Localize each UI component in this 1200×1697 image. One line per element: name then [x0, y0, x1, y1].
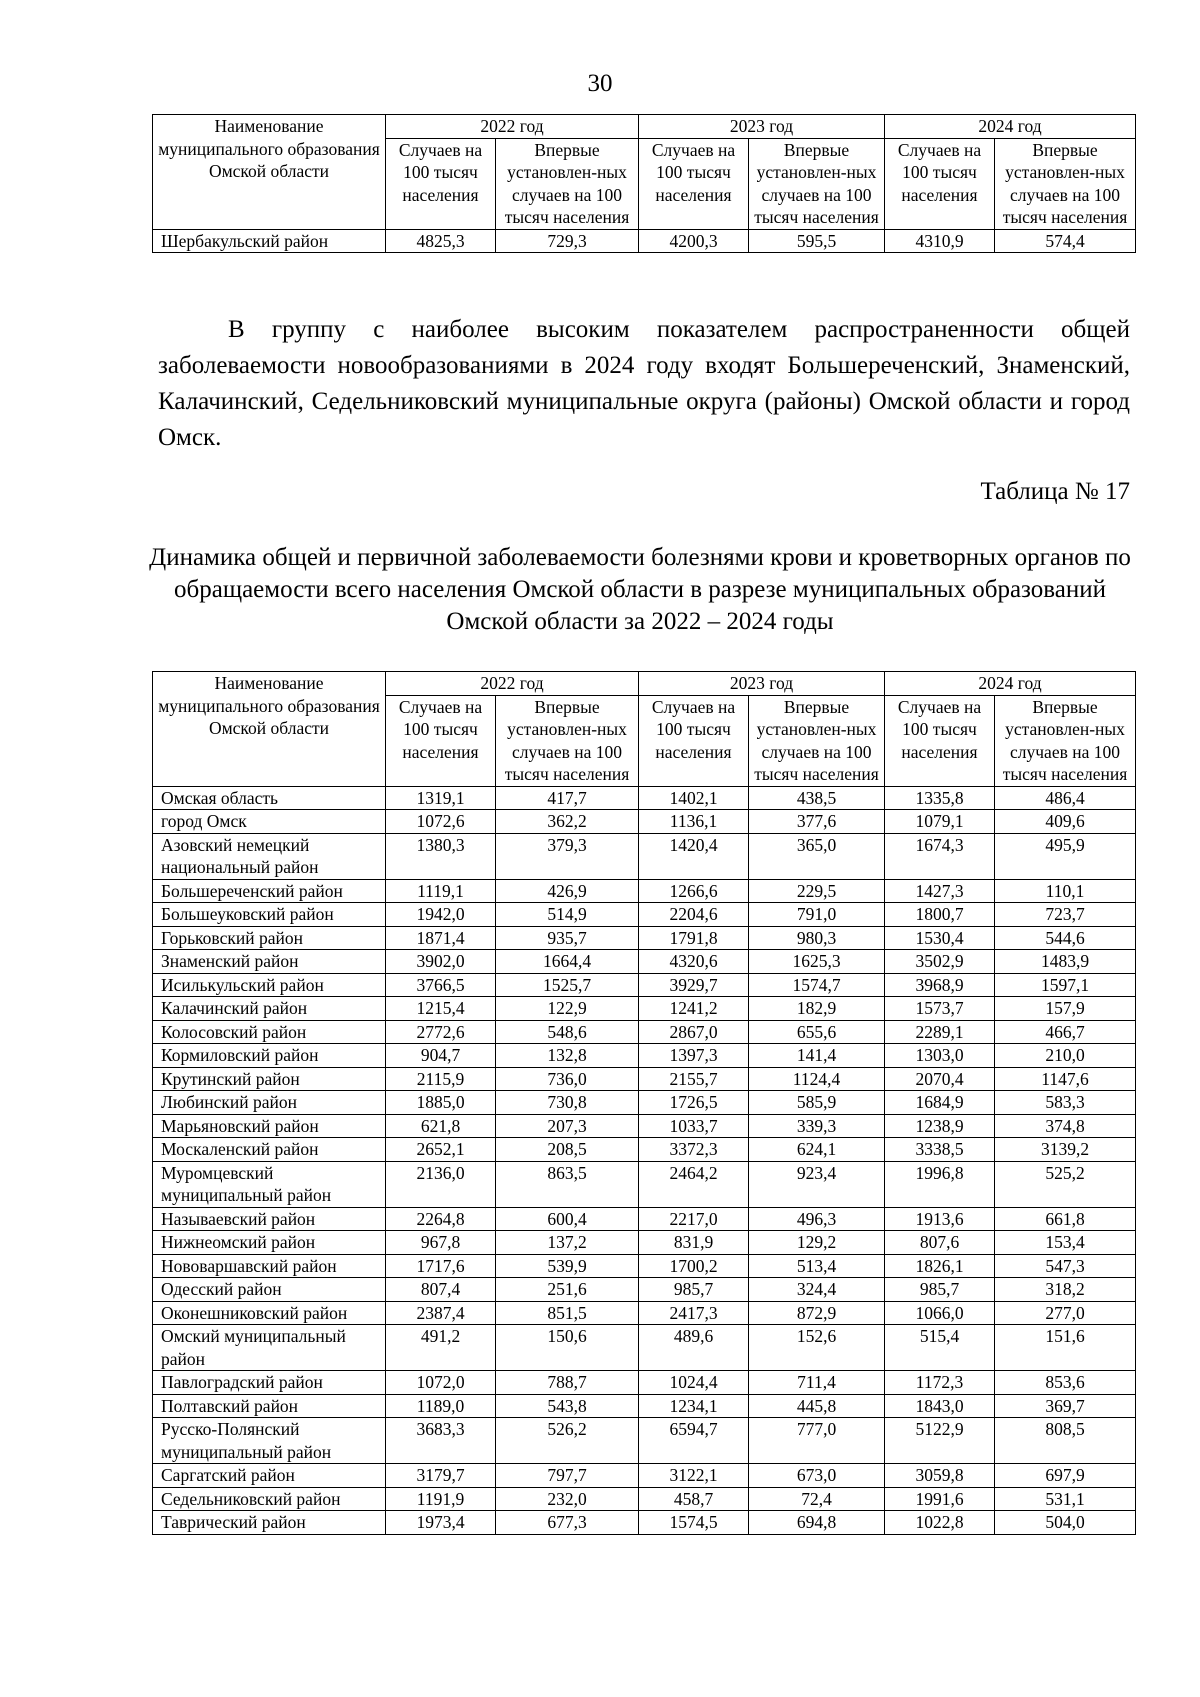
top-table	[152, 114, 1136, 253]
table-row	[153, 1044, 1136, 1068]
row-value: 2070,4	[885, 1067, 995, 1091]
row-value: 525,2	[995, 1161, 1136, 1207]
row-value: 2387,4	[386, 1301, 496, 1325]
row-value: 1234,1	[639, 1394, 749, 1418]
row-value: 1913,6	[885, 1207, 995, 1231]
row-value: 1319,1	[386, 786, 496, 810]
row-name: Нововаршавский район	[153, 1254, 386, 1278]
header-year-2022: 2022 год	[386, 115, 639, 139]
row-value: 445,8	[749, 1394, 885, 1418]
table-row	[153, 997, 1136, 1021]
row-value: 1124,4	[749, 1067, 885, 1091]
row-name: Большереченский район	[153, 879, 386, 903]
row-value: 210,0	[995, 1044, 1136, 1068]
row-value: 1597,1	[995, 973, 1136, 997]
row-value: 3372,3	[639, 1138, 749, 1162]
row-name: Оконешниковский район	[153, 1301, 386, 1325]
row-value: 2289,1	[885, 1020, 995, 1044]
row-name: Калачинский район	[153, 997, 386, 1021]
row-name: Горьковский район	[153, 926, 386, 950]
row-name: Саргатский район	[153, 1464, 386, 1488]
row-value: 1420,4	[639, 833, 749, 879]
row-value: 1241,2	[639, 997, 749, 1021]
row-value: 935,7	[496, 926, 639, 950]
table-row	[153, 1161, 1136, 1207]
body-paragraph: В группу с наиболее высоким показателем распространенности общей заболеваемости новообразованиями в 2024 году входят Большереченский, Знаменский, Калачинский, Седельниковский муниципальные округа (районы) Омской области и город Омск.	[158, 316, 1130, 451]
row-value: 2264,8	[386, 1207, 496, 1231]
row-name: Большеуковский район	[153, 903, 386, 927]
row-value: 807,4	[386, 1278, 496, 1302]
row-value: 904,7	[386, 1044, 496, 1068]
row-value: 1942,0	[386, 903, 496, 927]
row-value: 491,2	[386, 1325, 496, 1371]
row-value: 1574,7	[749, 973, 885, 997]
row-value: 574,4	[995, 229, 1136, 253]
header-year-2023: 2023 год	[639, 672, 885, 696]
row-name: Седельниковский район	[153, 1487, 386, 1511]
row-value: 232,0	[496, 1487, 639, 1511]
row-value: 2204,6	[639, 903, 749, 927]
row-value: 1973,4	[386, 1511, 496, 1535]
table-row	[153, 1020, 1136, 1044]
row-name: Любинский район	[153, 1091, 386, 1115]
row-value: 1072,6	[386, 810, 496, 834]
row-value: 426,9	[496, 879, 639, 903]
header-year-2022: 2022 год	[386, 672, 639, 696]
row-value: 1189,0	[386, 1394, 496, 1418]
row-value: 872,9	[749, 1301, 885, 1325]
row-value: 583,3	[995, 1091, 1136, 1115]
header-new-cases: Впервые установлен-ных случаев на 100 тысяч населения	[749, 138, 885, 229]
row-value: 788,7	[496, 1371, 639, 1395]
row-value: 585,9	[749, 1091, 885, 1115]
row-value: 151,6	[995, 1325, 1136, 1371]
row-name: Омская область	[153, 786, 386, 810]
row-value: 3122,1	[639, 1464, 749, 1488]
row-value: 595,5	[749, 229, 885, 253]
row-value: 182,9	[749, 997, 885, 1021]
header-cases: Случаев на 100 тысяч населения	[885, 695, 995, 786]
table-title: Динамика общей и первичной заболеваемости болезнями крови и кроветворных органов по обращаемости всего населения Омской области в разрезе муниципальных образований Омской области за 2022 – 2024 годы	[149, 544, 1131, 635]
row-value: 504,0	[995, 1511, 1136, 1535]
header-cases: Случаев на 100 тысяч населения	[639, 138, 749, 229]
row-value: 152,6	[749, 1325, 885, 1371]
row-value: 985,7	[885, 1278, 995, 1302]
row-value: 379,3	[496, 833, 639, 879]
row-value: 1380,3	[386, 833, 496, 879]
row-name: Азовский немецкий национальный район	[153, 833, 386, 879]
main-table	[152, 671, 1136, 1535]
row-value: 697,9	[995, 1464, 1136, 1488]
table-row	[153, 879, 1136, 903]
row-value: 791,0	[749, 903, 885, 927]
table-number: Таблица № 17	[980, 478, 1130, 505]
row-value: 797,7	[496, 1464, 639, 1488]
row-value: 1800,7	[885, 903, 995, 927]
row-value: 1885,0	[386, 1091, 496, 1115]
row-value: 985,7	[639, 1278, 749, 1302]
row-value: 377,6	[749, 810, 885, 834]
row-value: 711,4	[749, 1371, 885, 1395]
header-name: Наименование муниципального образования Омской области	[153, 672, 386, 787]
table-row	[153, 229, 1136, 253]
row-value: 132,8	[496, 1044, 639, 1068]
row-value: 831,9	[639, 1231, 749, 1255]
table-row	[153, 833, 1136, 879]
row-value: 2136,0	[386, 1161, 496, 1207]
table-row	[153, 950, 1136, 974]
row-value: 5122,9	[885, 1418, 995, 1464]
row-name: Кормиловский район	[153, 1044, 386, 1068]
row-value: 277,0	[995, 1301, 1136, 1325]
table-row	[153, 1114, 1136, 1138]
header-year-2024: 2024 год	[885, 115, 1136, 139]
row-value: 417,7	[496, 786, 639, 810]
row-value: 1033,7	[639, 1114, 749, 1138]
row-value: 1664,4	[496, 950, 639, 974]
row-name: Одесский район	[153, 1278, 386, 1302]
row-value: 1397,3	[639, 1044, 749, 1068]
row-value: 1530,4	[885, 926, 995, 950]
row-value: 251,6	[496, 1278, 639, 1302]
row-value: 1700,2	[639, 1254, 749, 1278]
row-value: 1674,3	[885, 833, 995, 879]
header-year-2023: 2023 год	[639, 115, 885, 139]
row-value: 1266,6	[639, 879, 749, 903]
row-value: 489,6	[639, 1325, 749, 1371]
header-cases: Случаев на 100 тысяч населения	[386, 138, 496, 229]
row-value: 4825,3	[386, 229, 496, 253]
row-value: 1427,3	[885, 879, 995, 903]
row-value: 3179,7	[386, 1464, 496, 1488]
row-value: 486,4	[995, 786, 1136, 810]
row-name: Муромцевский муниципальный район	[153, 1161, 386, 1207]
row-value: 339,3	[749, 1114, 885, 1138]
row-value: 1303,0	[885, 1044, 995, 1068]
row-value: 2115,9	[386, 1067, 496, 1091]
row-value: 543,8	[496, 1394, 639, 1418]
row-value: 677,3	[496, 1511, 639, 1535]
row-value: 621,8	[386, 1114, 496, 1138]
row-value: 4200,3	[639, 229, 749, 253]
row-value: 3929,7	[639, 973, 749, 997]
row-value: 1791,8	[639, 926, 749, 950]
row-value: 2417,3	[639, 1301, 749, 1325]
row-value: 1717,6	[386, 1254, 496, 1278]
row-value: 3059,8	[885, 1464, 995, 1488]
table-row	[153, 1138, 1136, 1162]
row-value: 3139,2	[995, 1138, 1136, 1162]
row-value: 548,6	[496, 1020, 639, 1044]
table-row	[153, 1511, 1136, 1535]
row-value: 458,7	[639, 1487, 749, 1511]
row-value: 1726,5	[639, 1091, 749, 1115]
row-value: 1483,9	[995, 950, 1136, 974]
row-value: 673,0	[749, 1464, 885, 1488]
row-value: 2652,1	[386, 1138, 496, 1162]
row-value: 1079,1	[885, 810, 995, 834]
row-value: 362,2	[496, 810, 639, 834]
row-value: 496,3	[749, 1207, 885, 1231]
row-value: 777,0	[749, 1418, 885, 1464]
page-number: 30	[587, 70, 613, 97]
header-year-2024: 2024 год	[885, 672, 1136, 696]
header-new-cases: Впервые установлен-ных случаев на 100 тысяч населения	[995, 138, 1136, 229]
row-name: Колосовский район	[153, 1020, 386, 1044]
row-value: 723,7	[995, 903, 1136, 927]
row-name: Называевский район	[153, 1207, 386, 1231]
table-row	[153, 1418, 1136, 1464]
row-value: 1022,8	[885, 1511, 995, 1535]
row-value: 466,7	[995, 1020, 1136, 1044]
header-cases: Случаев на 100 тысяч населения	[885, 138, 995, 229]
row-value: 3338,5	[885, 1138, 995, 1162]
row-name: Крутинский район	[153, 1067, 386, 1091]
row-value: 137,2	[496, 1231, 639, 1255]
header-new-cases: Впервые установлен-ных случаев на 100 тысяч населения	[496, 138, 639, 229]
row-value: 531,1	[995, 1487, 1136, 1511]
row-value: 153,4	[995, 1231, 1136, 1255]
row-value: 1238,9	[885, 1114, 995, 1138]
row-value: 2464,2	[639, 1161, 749, 1207]
table-row	[153, 1067, 1136, 1091]
row-value: 365,0	[749, 833, 885, 879]
table-row	[153, 786, 1136, 810]
row-value: 495,9	[995, 833, 1136, 879]
row-value: 2217,0	[639, 1207, 749, 1231]
row-value: 2867,0	[639, 1020, 749, 1044]
row-value: 4310,9	[885, 229, 995, 253]
table-row	[153, 903, 1136, 927]
header-cases: Случаев на 100 тысяч населения	[386, 695, 496, 786]
row-value: 72,4	[749, 1487, 885, 1511]
row-value: 318,2	[995, 1278, 1136, 1302]
row-name: Исилькульский район	[153, 973, 386, 997]
row-value: 1136,1	[639, 810, 749, 834]
table-row	[153, 1301, 1136, 1325]
header-cases: Случаев на 100 тысяч населения	[639, 695, 749, 786]
row-value: 150,6	[496, 1325, 639, 1371]
row-name: Омский муниципальный район	[153, 1325, 386, 1371]
row-value: 157,9	[995, 997, 1136, 1021]
row-value: 141,4	[749, 1044, 885, 1068]
table-row	[153, 973, 1136, 997]
header-name: Наименование муниципального образования Омской области	[153, 115, 386, 230]
row-value: 923,4	[749, 1161, 885, 1207]
row-value: 967,8	[386, 1231, 496, 1255]
row-value: 1066,0	[885, 1301, 995, 1325]
row-value: 807,6	[885, 1231, 995, 1255]
table-row	[153, 1254, 1136, 1278]
row-value: 1024,4	[639, 1371, 749, 1395]
table-row	[153, 810, 1136, 834]
row-value: 539,9	[496, 1254, 639, 1278]
row-value: 851,5	[496, 1301, 639, 1325]
row-name: Марьяновский район	[153, 1114, 386, 1138]
row-value: 1119,1	[386, 879, 496, 903]
row-value: 526,2	[496, 1418, 639, 1464]
row-value: 515,4	[885, 1325, 995, 1371]
row-value: 1826,1	[885, 1254, 995, 1278]
row-value: 729,3	[496, 229, 639, 253]
row-value: 1147,6	[995, 1067, 1136, 1091]
row-value: 208,5	[496, 1138, 639, 1162]
row-value: 1335,8	[885, 786, 995, 810]
row-value: 2155,7	[639, 1067, 749, 1091]
table-row	[153, 1278, 1136, 1302]
row-value: 3766,5	[386, 973, 496, 997]
table-row	[153, 1371, 1136, 1395]
row-name: город Омск	[153, 810, 386, 834]
row-value: 1172,3	[885, 1371, 995, 1395]
row-value: 1402,1	[639, 786, 749, 810]
row-value: 110,1	[995, 879, 1136, 903]
row-value: 3683,3	[386, 1418, 496, 1464]
row-value: 730,8	[496, 1091, 639, 1115]
row-name: Таврический район	[153, 1511, 386, 1535]
row-value: 600,4	[496, 1207, 639, 1231]
row-name: Знаменский район	[153, 950, 386, 974]
row-name: Павлоградский район	[153, 1371, 386, 1395]
row-value: 374,8	[995, 1114, 1136, 1138]
row-value: 547,3	[995, 1254, 1136, 1278]
row-value: 3968,9	[885, 973, 995, 997]
row-value: 694,8	[749, 1511, 885, 1535]
row-value: 513,4	[749, 1254, 885, 1278]
header-new-cases: Впервые установлен-ных случаев на 100 тысяч населения	[995, 695, 1136, 786]
row-value: 624,1	[749, 1138, 885, 1162]
table-row	[153, 1325, 1136, 1371]
row-value: 4320,6	[639, 950, 749, 974]
row-name: Русско-Полянский муниципальный район	[153, 1418, 386, 1464]
row-value: 808,5	[995, 1418, 1136, 1464]
row-value: 736,0	[496, 1067, 639, 1091]
row-value: 1871,4	[386, 926, 496, 950]
row-value: 544,6	[995, 926, 1136, 950]
header-new-cases: Впервые установлен-ных случаев на 100 тысяч населения	[749, 695, 885, 786]
row-value: 438,5	[749, 786, 885, 810]
header-new-cases: Впервые установлен-ных случаев на 100 тысяч населения	[496, 695, 639, 786]
row-value: 1573,7	[885, 997, 995, 1021]
row-value: 6594,7	[639, 1418, 749, 1464]
row-value: 1525,7	[496, 973, 639, 997]
row-value: 863,5	[496, 1161, 639, 1207]
row-value: 1215,4	[386, 997, 496, 1021]
row-value: 1191,9	[386, 1487, 496, 1511]
row-value: 129,2	[749, 1231, 885, 1255]
table-row	[153, 1091, 1136, 1115]
row-value: 2772,6	[386, 1020, 496, 1044]
table-row	[153, 1231, 1136, 1255]
row-value: 980,3	[749, 926, 885, 950]
table-row	[153, 1394, 1136, 1418]
row-value: 369,7	[995, 1394, 1136, 1418]
row-name: Шербакульский район	[153, 229, 386, 253]
table-row	[153, 926, 1136, 950]
row-value: 853,6	[995, 1371, 1136, 1395]
row-value: 229,5	[749, 879, 885, 903]
table-row	[153, 1207, 1136, 1231]
row-name: Нижнеомский район	[153, 1231, 386, 1255]
row-value: 661,8	[995, 1207, 1136, 1231]
row-value: 1991,6	[885, 1487, 995, 1511]
row-value: 1625,3	[749, 950, 885, 974]
row-value: 514,9	[496, 903, 639, 927]
row-value: 3902,0	[386, 950, 496, 974]
row-value: 122,9	[496, 997, 639, 1021]
row-value: 3502,9	[885, 950, 995, 974]
row-value: 1072,0	[386, 1371, 496, 1395]
row-value: 324,4	[749, 1278, 885, 1302]
row-value: 207,3	[496, 1114, 639, 1138]
row-value: 1996,8	[885, 1161, 995, 1207]
row-value: 655,6	[749, 1020, 885, 1044]
row-value: 1574,5	[639, 1511, 749, 1535]
row-name: Полтавский район	[153, 1394, 386, 1418]
table-row	[153, 1487, 1136, 1511]
row-name: Москаленский район	[153, 1138, 386, 1162]
row-value: 409,6	[995, 810, 1136, 834]
row-value: 1684,9	[885, 1091, 995, 1115]
row-value: 1843,0	[885, 1394, 995, 1418]
table-row	[153, 1464, 1136, 1488]
